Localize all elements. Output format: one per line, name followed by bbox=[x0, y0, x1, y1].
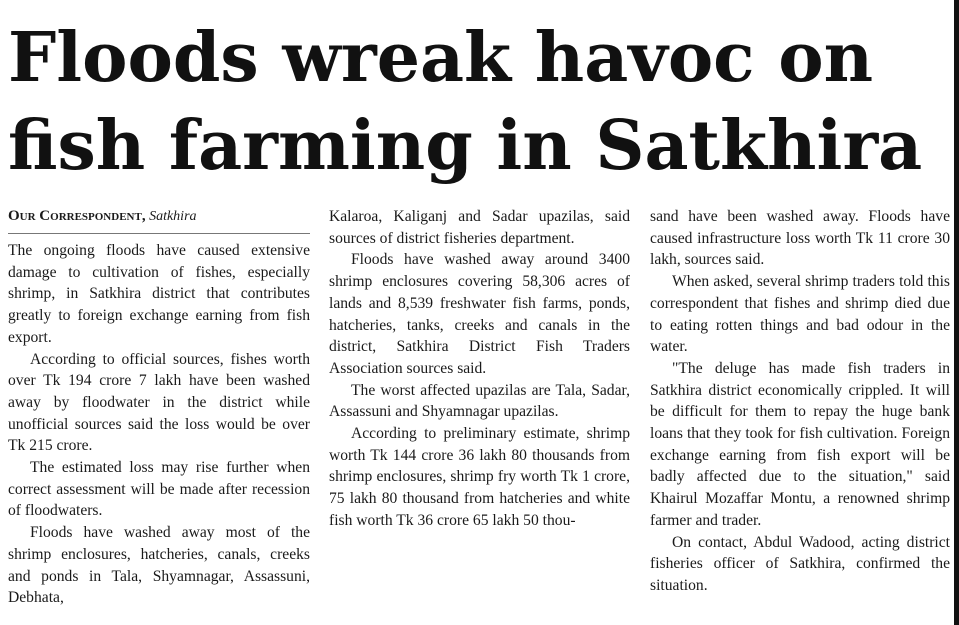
paragraph-continuation: Kalaroa, Kaliganj and Sadar upazilas, said sources of district fisheries department. bbox=[329, 208, 630, 247]
paragraph: Floods have washed away around 3400 shrimp enclosures covering 58,306 acres of lands and 8,539 freshwater fish farms, ponds, hatcheries, tanks, creeks and canals in the district, Satkhira District Fish Traders Association sources said. bbox=[329, 251, 630, 377]
paragraph-continuation: sand have been washed away. Floods have caused infrastructure loss worth Tk 11 crore 30 lakh, sources said. bbox=[650, 208, 950, 269]
paragraph: The worst affected upazilas are Tala, Sadar, Assassuni and Shyamnagar upazilas. bbox=[329, 381, 630, 421]
article-column-1 bbox=[8, 206, 310, 609]
paragraph: When asked, several shrimp traders told this correspondent that fishes and shrimp died due to eating rotten things and bad odour in the water. bbox=[650, 273, 950, 356]
paragraph: "The deluge has made fish traders in Satkhira district economically crippled. It will be difficult for them to repay the huge bank loans that they took for fish cultivation. Foreign exchange earning from fish export will be badly affected due to the situation," said Khairul Mozaffar Montu, a renowned shrimp farmer and trader. bbox=[650, 359, 950, 529]
paragraph: Floods have washed away most of the shrimp enclosures, hatcheries, canals, creeks and ponds in Tala, Shyamnagar, Assassuni, Debhata, bbox=[8, 524, 310, 607]
headline: Floods wreak havoc on fish farming in Satkhira bbox=[8, 18, 923, 186]
byline bbox=[8, 206, 310, 234]
paragraph: On contact, Abdul Wadood, acting district fisheries officer of Satkhira, confirmed the situation. bbox=[650, 533, 950, 594]
paragraph: According to preliminary estimate, shrimp worth Tk 144 crore 36 lakh 80 thousands from shrimp enclosures, shrimp fry worth Tk 1 crore, 75 lakh 80 thousand from hatcheries and white fish worth Tk 36 crore 65 lakh 50 thou- bbox=[329, 425, 630, 529]
article-column-3 bbox=[650, 206, 950, 597]
byline-author: Our Correspondent, bbox=[8, 208, 146, 224]
paragraph: The ongoing floods have caused extensive damage to cultivation of fishes, especially shrimp, in Satkhira district that contributes greatly to foreign exchange earning from fish export. bbox=[8, 242, 310, 346]
column-rule bbox=[954, 0, 959, 625]
article-column-2 bbox=[329, 206, 630, 532]
paragraph: The estimated loss may rise further when correct assessment will be made after recession of floodwaters. bbox=[8, 459, 310, 520]
paragraph: According to official sources, fishes worth over Tk 194 crore 7 lakh have been washed away by floodwater in the district while unofficial sources said the loss would be over Tk 215 crore. bbox=[8, 350, 310, 455]
byline-location: Satkhira bbox=[149, 209, 197, 224]
